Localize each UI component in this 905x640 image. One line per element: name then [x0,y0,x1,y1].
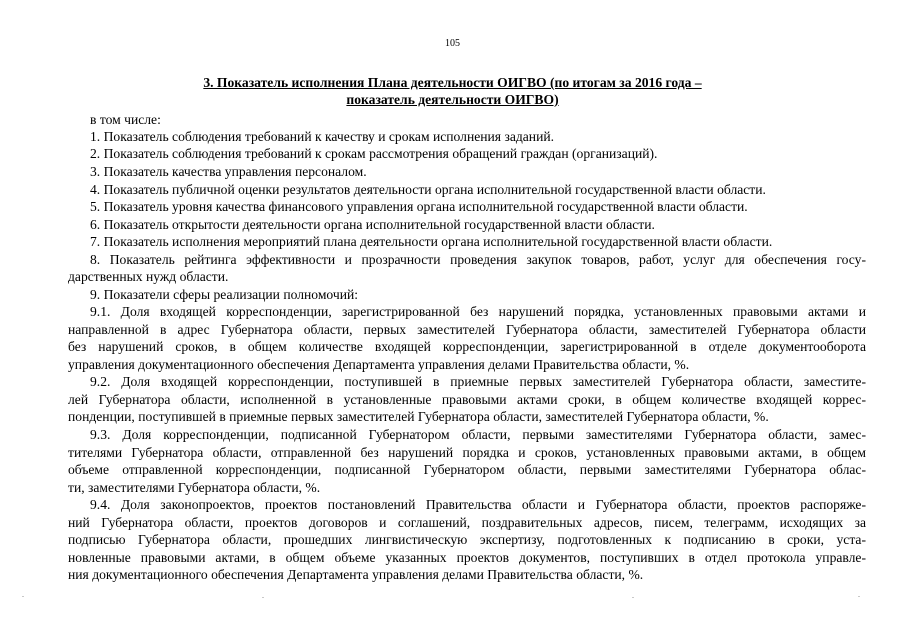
scan-speck [22,596,24,597]
paragraph-line: понденции, поступившей в приемные первых заместителей Губернатора области, заместителей Губернатора области, %. [68,409,769,424]
paragraph-line: объеме отправленной корреспонденции, подписанной Губернатором области, первыми заместителями Губернатора облас- [68,462,866,477]
paragraph-line: ния документационного обеспечения Департамента управления делами Правительства области, %. [68,567,644,582]
list-item: 3. Показатель качества управления персоналом. [90,164,367,179]
section-title-line-2: показатель деятельности ОИГВО) [346,92,559,107]
scan-speck [262,597,264,598]
list-item: 4. Показатель публичной оценки результатов деятельности органа исполнительной государственной власти области. [90,182,766,197]
paragraph-line: тителями Губернатора области, отправленной без нарушений порядка и сроков, установленных правовыми актами, в общем [68,445,866,460]
paragraph-line: направленной в адрес Губернатора области, первых заместителей Губернатора области, заместителей Губернатора области [68,322,866,337]
paragraph-line: ти, заместителями Губернатора области, %. [68,480,321,495]
paragraph-line: 9.2. Доля входящей корреспонденции, поступившей в приемные первых заместителей Губернатора области, заместите- [90,374,866,389]
list-item: 2. Показатель соблюдения требований к срокам рассмотрения обращений граждан (организаций). [90,146,658,161]
list-item: 1. Показатель соблюдения требований к качеству и срокам исполнения заданий. [90,129,555,144]
list-item-continuation: дарственных нужд области. [68,269,229,284]
paragraph-line: 9.4. Доля законопроектов, проектов постановлений Правительства области и Губернатора области, проектов распоряже- [90,497,866,512]
section-title [0,74,905,108]
list-item: 5. Показатель уровня качества финансового управления органа исполнительной государственной власти области. [90,199,748,214]
paragraph-line: 9.1. Доля входящей корреспонденции, зарегистрированной без нарушений порядка, установленных правовыми актами и [90,304,866,319]
paragraph-line: подписью Губернатора области, прошедших лингвистическую экспертизу, подготовленных к подписанию в сроки, уста- [68,532,866,547]
paragraph-line: лей Губернатора области, исполненной в установленные правовыми актами сроки, в общем количестве входящей коррес- [68,392,866,407]
paragraph-line: ний Губернатора области, проектов договоров и соглашений, поздравительных адресов, писем, телеграмм, исходящих за [68,515,866,530]
scan-speck [858,596,860,597]
section-title-line-1: 3. Показатель исполнения Плана деятельности ОИГВО (по итогам за 2016 года – [203,75,702,90]
list-item: 6. Показатель открытости деятельности органа исполнительной государственной власти области. [90,217,655,232]
text-line: в том числе: [90,112,161,127]
list-item: 7. Показатель исполнения мероприятий плана деятельности органа исполнительной государственной власти области. [90,234,773,249]
paragraph-line: новленные правовыми актами, в общем объеме указанных проектов документов, поступивших в отдел протокола управле- [68,550,866,565]
page-number: 105 [445,38,460,49]
list-item: 9. Показатели сферы реализации полномочий: [90,287,359,302]
list-item: 8. Показатель рейтинга эффективности и прозрачности проведения закупок товаров, работ, услуг для обеспечения госу- [90,252,866,267]
paragraph-line: без нарушений сроков, в общем количестве входящей корреспонденции, зарегистрированной в отделе документооборота [68,339,866,354]
paragraph-line: 9.3. Доля корреспонденции, подписанной Губернатором области, первыми заместителями Губернатора области, замес- [90,427,866,442]
paragraph-line: управления документационного обеспечения Департамента управления делами Правительства области, %. [68,357,690,372]
scan-speck [632,597,634,598]
